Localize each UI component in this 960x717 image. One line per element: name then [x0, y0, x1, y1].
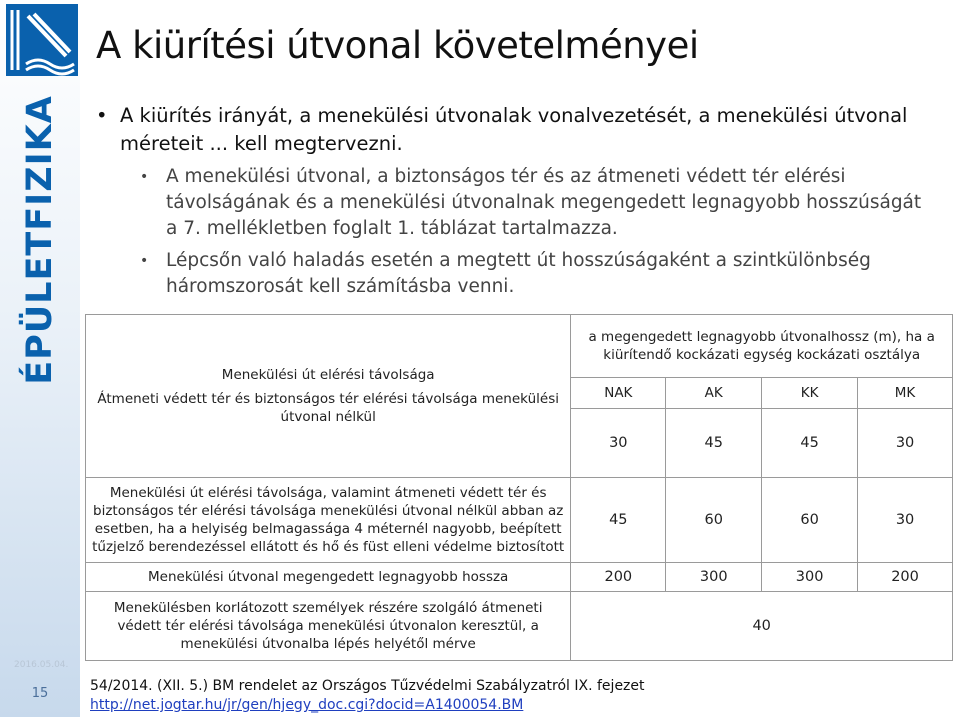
bullet-sub-1-text: A menekülési útvonal, a biztonságos tér és az átmeneti védett tér elérési távolságának és a menekülési útvonalnak megengedett legnagyobb hosszúságát a 7. mellékletben foglalt 1. táblázat tartalmazza.: [166, 166, 922, 239]
row3-value-ak: 300: [666, 563, 762, 592]
footer-reference-text: 54/2014. (XII. 5.) BM rendelet az Országos Tűzvédelmi Szabályzatról IX. fejezet: [90, 678, 645, 694]
class-nak: NAK: [571, 378, 666, 409]
class-mk: MK: [858, 378, 953, 409]
row3-value-nak: 200: [571, 563, 666, 592]
row1-value-mk: 30: [858, 409, 953, 478]
bullet-dot-icon: •: [140, 169, 149, 185]
sidebar: [0, 0, 80, 717]
page-title: A kiürítési útvonal követelményei: [96, 24, 699, 67]
row2-value-kk: 60: [762, 478, 858, 563]
bullet-list: [96, 102, 946, 300]
bullet-sub-2-text: Lépcsőn való haladás esetén a megtett út hosszúságaként a szintkülönbség háromszorosát kell számításba venni.: [166, 250, 871, 297]
bullet-sub-2: [96, 248, 936, 300]
footer-link[interactable]: http://net.jogtar.hu/jr/gen/hjegy_doc.cgi?docid=A1400054.BM: [90, 697, 524, 713]
row3-label: Menekülési útvonal megengedett legnagyobb hossza: [86, 563, 571, 592]
row2-label: Menekülési út elérési távolsága, valamint átmeneti védett tér és biztonságos tér elérési távolsága menekülési útvonal nélkül abban az esetben, ha a helyiség belmagassága 4 méternél nagyobb, beépített tűzjelző berendezéssel ellátott és hő és füst elleni védelme biztosított: [86, 478, 571, 563]
row3-value-kk: 300: [762, 563, 858, 592]
table-left-header: [86, 315, 571, 478]
row1-value-nak: 30: [571, 409, 666, 478]
row2-value-nak: 45: [571, 478, 666, 563]
table-row: [86, 563, 953, 592]
row2-value-mk: 30: [858, 478, 953, 563]
class-kk: KK: [762, 378, 858, 409]
table-row: [86, 478, 953, 563]
bullet-dot-icon: •: [140, 253, 149, 269]
footer-reference: [90, 677, 645, 715]
row1-value-kk: 45: [762, 409, 858, 478]
brand-vertical-text: ÉPÜLETFIZIKA: [20, 95, 60, 385]
page-number: 15: [31, 686, 49, 701]
row4-value: 40: [571, 592, 953, 661]
distance-table: [85, 314, 953, 661]
table-row: [86, 592, 953, 661]
left-top-label-1: Menekülési út elérési távolsága: [221, 367, 435, 383]
class-ak: AK: [666, 378, 762, 409]
row1-value-ak: 45: [666, 409, 762, 478]
row2-value-ak: 60: [666, 478, 762, 563]
slide-date: 2016.05.04.: [14, 660, 69, 670]
table-class-header: a megengedett legnagyobb útvonalhossz (m), ha a kiürítendő kockázati egység kockázati osztálya: [571, 315, 953, 378]
logo: [6, 4, 78, 76]
left-top-label-2: Átmeneti védett tér és biztonságos tér elérési távolsága menekülési útvonal nélkül: [97, 391, 559, 425]
row4-label: Menekülésben korlátozott személyek részére szolgáló átmeneti védett tér elérési távolsága menekülési útvonalon keresztül, a menekülési útvonalba lépés helyétől mérve: [86, 592, 571, 661]
row3-value-mk: 200: [858, 563, 953, 592]
logo-icon: [6, 4, 78, 76]
bullet-sub-1: [96, 164, 936, 242]
bullet-main: • A kiürítés irányát, a menekülési útvonalak vonalvezetését, a menekülési útvonal méreteit ... kell megtervezni.: [96, 102, 920, 158]
